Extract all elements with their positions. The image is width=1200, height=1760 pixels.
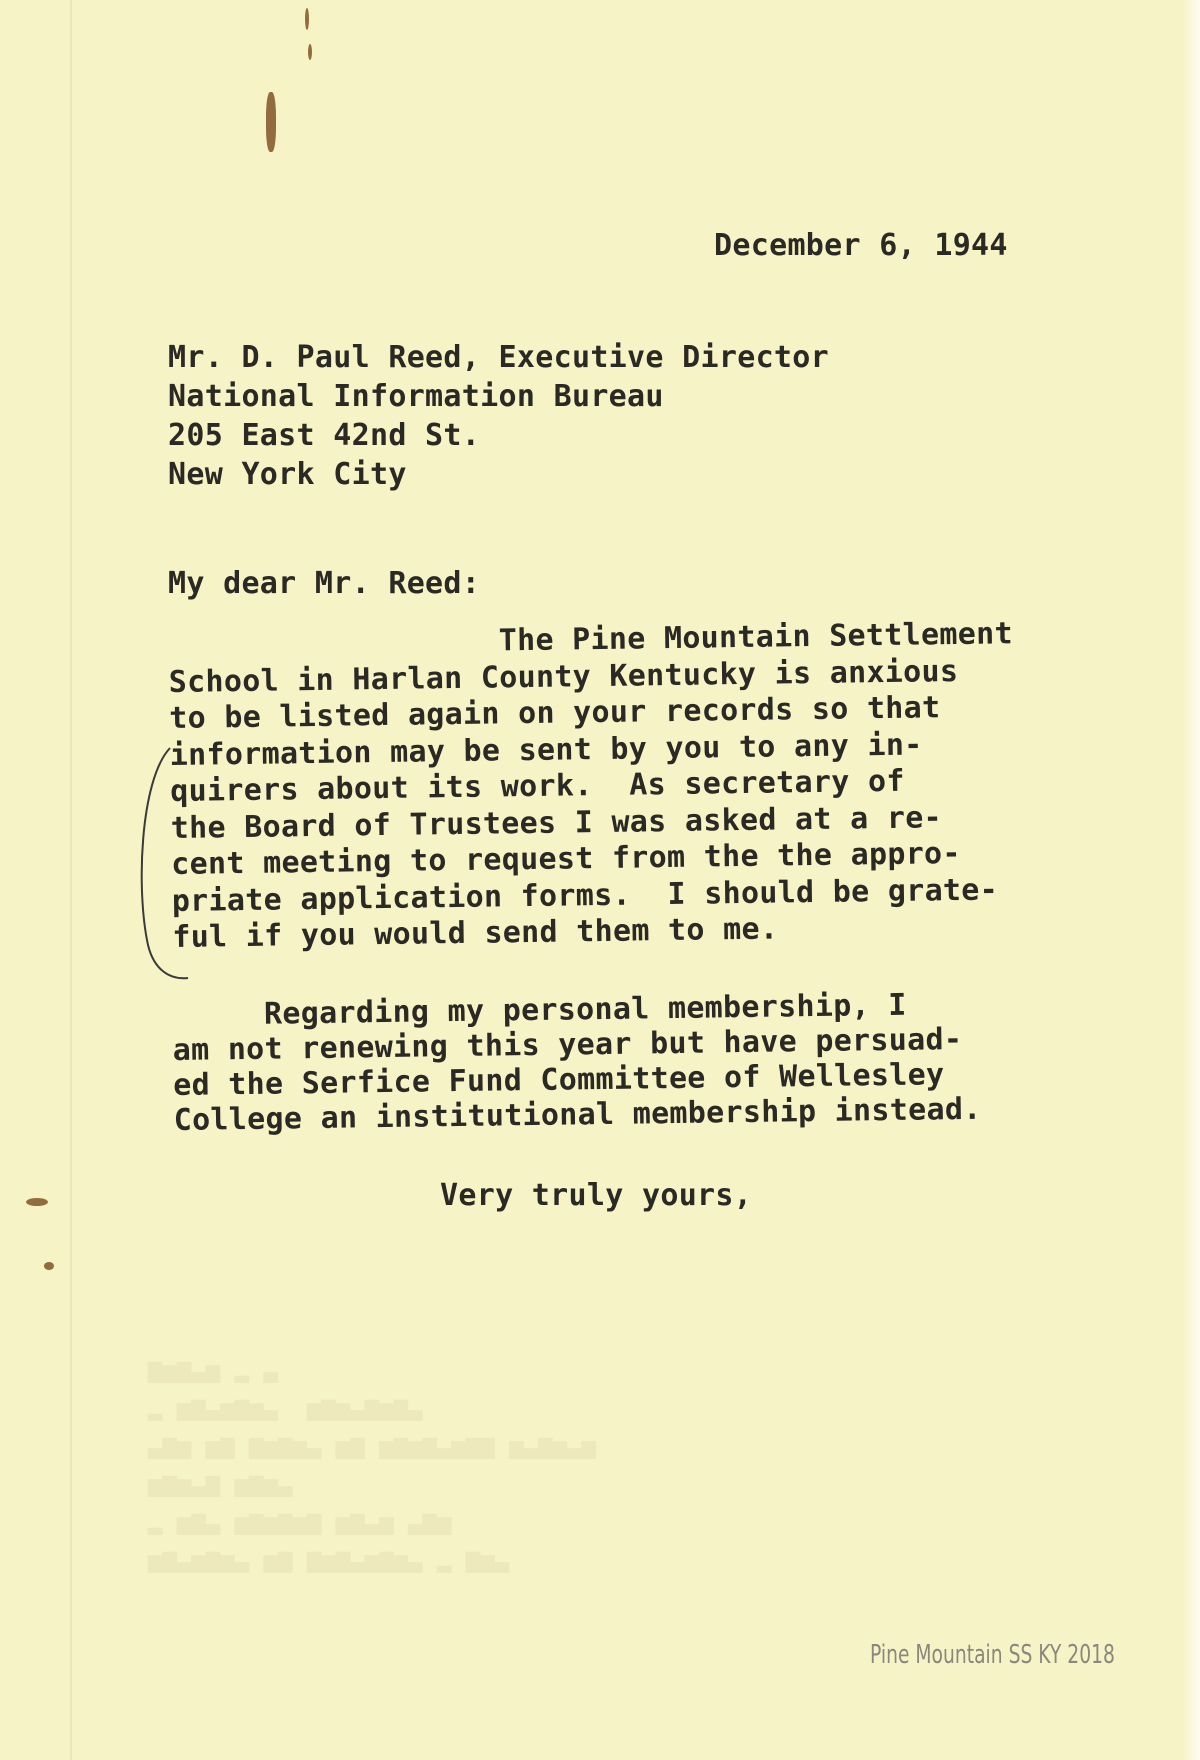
- rust-stain: [305, 8, 309, 30]
- letter-date: December 6, 1944: [714, 228, 1008, 263]
- paragraph-line: quirers about its work. As secretary of: [170, 763, 905, 809]
- paragraph-line: The Pine Mountain Settlement: [168, 616, 1014, 663]
- paper-edge: [1182, 0, 1200, 1760]
- complimentary-close: Very truly yours,: [440, 1178, 753, 1213]
- rust-stain: [308, 44, 312, 60]
- margin-bracket-mark: [130, 740, 200, 990]
- rust-stain: [266, 92, 276, 152]
- paragraph-line: the Board of Trustees I was asked at a re-: [170, 799, 943, 846]
- paragraph-line: priate application forms. I should be grate-: [171, 871, 999, 919]
- recipient-organization: National Information Bureau: [168, 379, 664, 414]
- paper-fold: [70, 0, 72, 1760]
- recipient-name: Mr. D. Paul Reed, Executive Director: [168, 340, 830, 375]
- archive-watermark: Pine Mountain SS KY 2018: [870, 1640, 1115, 1670]
- recipient-city: New York City: [168, 457, 407, 492]
- paragraph-line: College an institutional membership instead.: [173, 1091, 982, 1138]
- body-paragraph-1: [168, 616, 1017, 956]
- salutation: My dear Mr. Reed:: [168, 566, 481, 601]
- paragraph-line: cent meeting to request from the the appro-: [171, 835, 962, 882]
- rust-stain: [44, 1262, 54, 1270]
- faded-bleed-through-text: ▆▅▆▃▅ ▂ ▃ ▂ ▅▆▃▅▆▅▃ ▅▆▅▃▆▅▆▃ ▃▆▅ ▅▆ ▆▅▆▅▃ ▅▆ ▅▆▅▆▃▅▆▆ ▅▃▆▅▃▅ ▅▆▅▃▆ ▅▆▅▃ ▂ ▅▆▃ ▅▆▅▆▅▆ ▅▆▃▅ ▃▆▅ ▅▆▃▅▆▅▃ ▅▆ ▆▅▆▃▅▆▅▃ ▂ ▆▅▃: [148, 1355, 596, 1573]
- paragraph-line: information may be sent by you to any in-: [169, 726, 923, 773]
- paragraph-line: ed the Serfice Fund Committee of Wellesley: [172, 1057, 945, 1103]
- paragraph-line: to be listed again on your records so that: [169, 690, 941, 736]
- paragraph-line: ful if you would send them to me.: [172, 911, 779, 955]
- inside-address: [168, 338, 829, 494]
- body-paragraph-2: [172, 987, 982, 1138]
- paragraph-line: School in Harlan County Kentucky is anxious: [168, 653, 959, 700]
- paragraph-line: am not renewing this year but have persuad-: [172, 1021, 963, 1068]
- recipient-street: 205 East 42nd St.: [168, 418, 481, 453]
- rust-stain: [26, 1198, 48, 1206]
- paragraph-line: Regarding my personal membership, I: [172, 987, 907, 1033]
